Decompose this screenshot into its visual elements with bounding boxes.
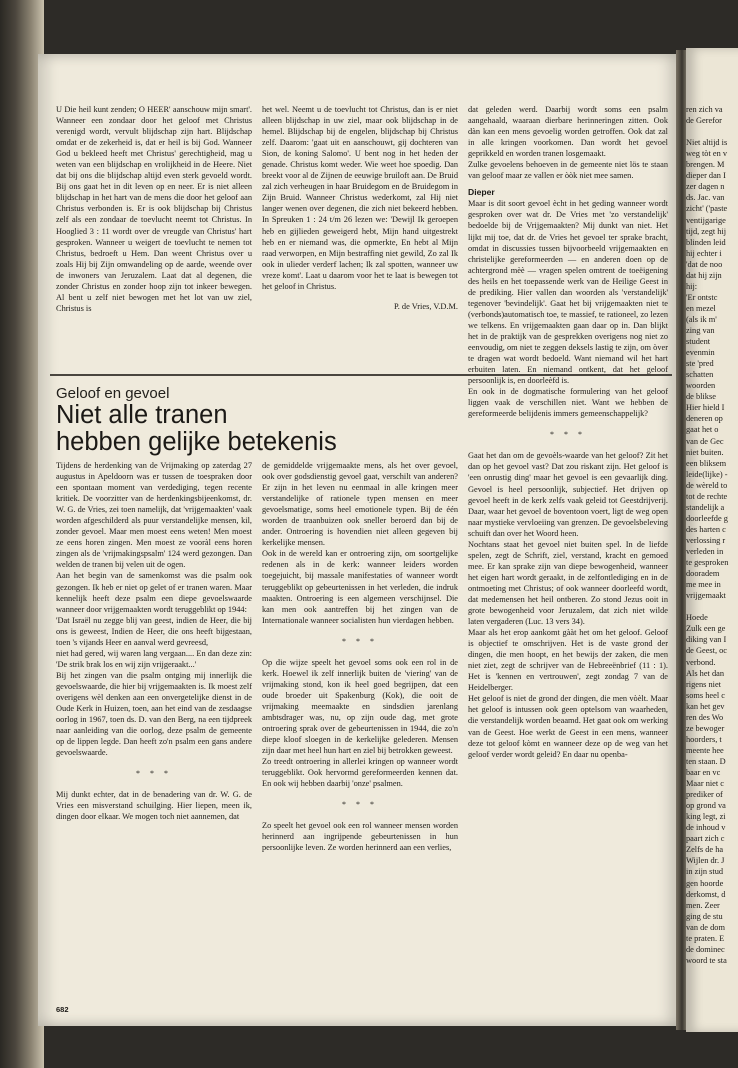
next-page-line: hij: — [686, 281, 698, 291]
article-column-2 — [262, 460, 458, 854]
section-divider: * * * — [550, 430, 586, 440]
next-page-line: ste 'pred — [686, 359, 714, 369]
paragraph: U Die heil kunt zenden; O HEER' aanschouw mijn smart'. Wanneer een zondaar door het geloof met Christus verenigd wordt, vervult blijdschap zijn hart. Blijdschap omdat er de zekerheid is, dat er heil is bij God. Wanneer God u bekleed heeft met Christus' gerechtigheid, mag u weten van een blijdschap en vrolijkheid in de Heere. Niet dat bij ons die blijdschap altijd even sterk gevoeld wordt. Bij ons gaat het in dit leven op en neer. Er is niet alleen blijdschap in het hart van de mens die door het geloof aan Christus verbonden is. Er is ook blijdschap bij Christus zelf als een zondaar de toevlucht neemt tot Christus. In Hooglied 3 : 11 wordt over de vreugde van Christus' hart gesproken. Wanneer u weigert de toevlucht te nemen tot Christus, bedroeft u Hem. Dan weent Christus over u zoals Hij bij Zijn omwandeling op de aarde, weende over de inwoners van Jeruzalem. Laat dat al degenen, die zonder Christus en zonder hoop zijn tot inkeer bewegen. Al bent u zelf niet bewogen met het lot van uw ziel, Christus is — [56, 105, 252, 313]
paragraph: Mij dunkt echter, dat in de benadering van dr. W. G. de Vries een misverstand schuilging. Hier liepen, meen ik, dingen door elkaar. We mogen toch niet aannemen, dat — [56, 790, 252, 822]
paragraph: dat geleden werd. Daarbij wordt soms een psalm aangehaald, waaraan dierbare herinneringen zitten. Ook dàn kan een mens gevoelig worden getroffen. Ook dat zal in alle kringen voorkomen. Dan wordt het gevoel geprikkeld en worden tranen losgemaakt. — [468, 105, 668, 159]
next-page-line: zicht' ('paste — [686, 204, 728, 214]
next-page-line: ds. Jac. van — [686, 193, 725, 203]
next-page-line: doorleefde g — [686, 513, 728, 523]
paragraph: Zo treedt ontroering in allerlei kringen op wanneer wordt teruggeblikt. Ook hervormd gereformeerden kennen dat. En ook wij hebben daarbij 'onze' psalmen. — [262, 757, 458, 789]
next-page-line: tijd, zegt hij — [686, 226, 727, 236]
next-page-line: deneren op — [686, 414, 723, 424]
paragraph: Op die wijze speelt het gevoel soms ook een rol in de kerk. Hoewel ik zelf innerlijk buiten de 'viering' van de vrijmaking stond, kon ik heel goed begrijpen, dat een oude broeder uit Spakenburg (Kok), die ooit de vrijmaking meemaakte en sindsdien jarenlang ambtsdrager was, nu, op zijn oude dag, met grote ontroering sprak over de gebeurtenissen in 1944, die zo'n diepe kloof sloegen in de kerkelijke gelederen. Mensen zijn daar met heel hun hart en ziel bij betrokken geweest. — [262, 657, 458, 756]
next-page-line: des harten c — [686, 524, 726, 534]
next-page-line: me mee in — [686, 580, 721, 590]
next-page-line: en mezel — [686, 303, 716, 313]
next-page-line: zing van — [686, 326, 715, 335]
next-page-line: paart zich c — [686, 834, 725, 844]
next-page-line: meente hee — [686, 745, 724, 755]
next-page-line: in zijn stud — [686, 867, 724, 877]
paragraph: Zo speelt het gevoel ook een rol wanneer mensen worden herinnerd aan ingrijpende gebeurtenissen in hun persoonlijke leven. Ze worden herinnerd aan een verlies, — [262, 821, 458, 853]
paragraph: Ook in de wereld kan er ontroering zijn, om soortgelijke redenen als in de kerk: wanneer leiders worden toegejuicht, bij massale manifestaties of wanneer wordt teruggeblikt op gebeurtenissen in het verleden, die indruk maakten. Ontroering is een algemeen verschijnsel. Die kan men ook aantreffen bij het zingen van de Internationale wanneer socialisten hun vierdagen hebben. — [262, 549, 458, 625]
paragraph: Tijdens de herdenking van de Vrijmaking op zaterdag 27 augustus in Apeldoorn was er tussen de toespraken door een spontaan moment van verdediging, tegen recente kritiek. De voorzitter van de herdenkingsbijeenkomst, dr. W. G. de Vries, zei toen namelijk, dat 'vrijgemaakten' vaak worden afgeschilderd als puur verstandelijke mensen, kil, zonder gevoel. Maar men moest eens weten! Men moest ze eens horen zingen. Men moest ze vooràl eens horen zingen als de 'vrijmakingspsalm' 124 werd gezongen. Dan welden de tranen bij velen uit de ogen. — [56, 461, 252, 570]
next-page-fragment — [686, 48, 738, 1032]
paragraph: Bij het zingen van die psalm ontging mij innerlijk die gevoelswaarde, die hier bij vrijgemaakten is. Ik moest zelf overigens wèl denken aan een onvergetelijke dienst in de Oude Kerk in Huizen, toen, aan het eind van de zesdaagse oorlog in 1967, toen ds. D. van den Berg, na een tijdpreek naar aanleiding van die oorlog, deze psalm de gemeente op de lippen legde. Dan heeft zo'n psalm een gans andere gevoelswaarde. — [56, 670, 252, 758]
next-page-line: dooradem — [686, 569, 720, 579]
article-divider-rule — [50, 374, 672, 376]
next-page-line: de wèreld to — [686, 480, 728, 490]
paragraph: de gemiddelde vrijgemaakte mens, als het over gevoel, ook over godsdienstig gevoel gaat, verschilt van anderen? Er zijn in het leven nu eenmaal in alle kringen meer verstandelijke of rationele typen mensen en meer gevoelsmatige, soms heel emotionele typen. Bij de één worden de traanbuizen ook sneller beroerd dan bij de ander. Ontroering is hovendien niet alleen gegeven bij kerkelijke mensen. — [262, 461, 458, 548]
next-page-line: ventijgarige — [686, 215, 726, 225]
top-article-column-2 — [262, 104, 458, 312]
next-page-line: 'Er ontstc — [686, 292, 718, 302]
next-page-line: brengen. M — [686, 160, 725, 170]
psalm-verse: 'Dat Israël nu zegge blij van geest, indien de Heer, die bij ons is geweest, Indien de Heer, die ons heeft bijgestaan, toen 's vijands Heer en aanval werd gevreesd, — [56, 615, 252, 647]
next-page-line: Hoede — [686, 613, 708, 623]
next-page-line: gaat het o — [686, 425, 719, 435]
next-page-line: weg tòt en v — [686, 149, 728, 159]
subheading: Dieper — [468, 187, 495, 198]
next-page-line: hij echter i — [686, 248, 722, 258]
paragraph: Zulke gevoelens behoeven in de gemeente niet lös te staan van geloof maar ze vallen er òòk niet mee samen. — [468, 160, 668, 181]
next-page-line: king legt, zi — [686, 812, 726, 822]
next-page-line: Hier hield I — [686, 403, 725, 413]
next-page-line: de dominec — [686, 944, 725, 954]
next-page-line: Als het dan — [686, 668, 725, 678]
next-page-line: standelijk a — [686, 502, 725, 512]
next-page-line: de blikse — [686, 392, 716, 402]
next-page-line: men. Zeer — [686, 900, 720, 910]
next-page-line: dieper dan I — [686, 171, 726, 181]
next-page-line: leide(lijke) - — [686, 469, 728, 479]
next-page-line: Niet altijd is — [686, 138, 728, 148]
top-article-column-1 — [56, 104, 252, 314]
next-page-line: gen hoorde — [686, 878, 724, 888]
article-headline — [56, 402, 476, 456]
next-page-line: van de dom — [686, 922, 725, 932]
next-page-line: ze bewoger — [686, 723, 725, 733]
next-page-line: Wijlen dr. J — [686, 856, 725, 866]
paragraph: Nochtans staat het gevoel niet buiten spel. In de liefde spelen, zegt de Schrift, ziel, verstand, kracht en gemoed mee. Er kan sprake zijn van diepe bewogenheid, wanneer het eigen hart wordt geraakt, in de zelfontlediging en in de ontmoeting met Christus; of ook wanneer doorleefd wordt, dat medemensen het heil ontberen. Zo stond Jezus ooit in grote bewogenheid voor Jeruzalem, dat zich niet wilde laten vergaderen (Luc. 13 vers 34). — [468, 539, 668, 627]
next-page-line: de Geest, oc — [686, 646, 728, 656]
next-page-line: derkomst, d — [686, 889, 726, 899]
next-page-line: Zelfs de ha — [686, 845, 724, 855]
headline-line-1: Niet alle tranen — [56, 401, 228, 429]
section-divider: * * * — [342, 636, 378, 646]
next-page-line: van de Gec — [686, 436, 724, 446]
paragraph: Het geloof is niet de grond der dingen, die men vòèlt. Maar het geloof is intussen ook geen optelsom van waarheden, die verstandelijk worden beaamd. Het gaat ook om werking van de Geest. Hoe werkt de Geest in een mens, wanneer deze tot geloof kòmt en wanneer deze op de weg van het geloof verder wordt geleid? En daar nu openba- — [468, 694, 668, 759]
next-page-line: hoorders, t — [686, 734, 722, 744]
next-page-line: woorden — [686, 381, 716, 391]
next-page-line: verlossing r — [686, 535, 726, 545]
next-page-line: ten staan. D — [686, 756, 726, 766]
author-signature: P. de Vries, V.D.M. — [394, 301, 458, 311]
next-page-line: ren des Wo — [686, 712, 724, 722]
next-page-line: te praten. E — [686, 933, 725, 943]
paragraph: Maar is dit soort gevoel ècht in het geding wanneer wordt gesproken over wat dr. De Vries met 'zo verstandelijk' bedoelde bij de Vrijgemaakten? Mij dunkt van niet. Het lijkt mij toe, dat dr. de Vries het gevoel ter sprake bracht, omdat in discussies tussen bijvoorbeeld vrijgemaakten en christelijke gereformeerden — en anderen doen op de achtergrond mèè — vragen spelen omtrent de toeëigening des heils en het toepassende werk van de Heilige Geest in de prediking. Hier vallen dan woorden als 'verstandelijk' tegenover 'bevindelijk'. Gaat het bij vrijgemaakten niet te (verbonds)automatisch toe, te massief, te rationeel, zo lezen we telkens. En vrijgemaakten gaan daar op in. Dan blijkt het in de praktijk van de gesprekken overigens nog niet zo eenvoudig, om niet te zeggen deksels lastig te zijn, om òver te dragen wat wordt bedoeld. Want niemand wil het hart erbuiten laten. En niemand ontkent, dat het geloof persoonlijk is, en doorleèfd is. — [468, 199, 668, 386]
page-number: 682 — [56, 1005, 69, 1014]
paragraph: het wel. Neemt u de toevlucht tot Christus, dan is er niet alleen blijdschap in uw ziel, maar ook blijdschap in de hemel. Blijdschap bij de engelen, blijdschap bij Christus zelf. Daarom: 'gaat uit en aanschouwt, gij dochteren van Sion, de koning Salomo'. U bent nog in het heden der genade. Christus komt weder. Wie weet hoe spoedig. Dan breekt voor al de Zijnen de eeuwige bruiloft aan. De Bruid zal zich verheugen in haar Bruidegom en de Bruidegom in Zijn Bruid. Wanneer Christus wederkomt, zal Hij niet langer wenen over degenen, die zich niet bekeerd hebben. In Spreuken 1 : 24 t/m 26 lezen we: 'Dewijl Ik geroepen heb en gijlieden geweigerd hebt, Mijn hand uitgestrekt heb en er niemand was, die opmerkte, En hebt al Mijn raad verworpen, en Mijn bestraffing niet gewild, Zo zal Ik ook in ulieder verderf lachen; Ik zal spotten, wanneer uw vreze komt'. Laat u daarom voor het te laat is bewegen tot het geloof in Christus. — [262, 105, 458, 291]
next-page-line: diking van I — [686, 635, 727, 645]
psalm-verse: niet had gered, wij waren lang vergaan.... En dan deze zin: 'De strik brak los en wij zijn vrijgeraakt...' — [56, 648, 252, 669]
next-page-line: soms heel c — [686, 690, 725, 700]
next-page-line: vrijgemaakt — [686, 591, 726, 601]
article-column-3 — [468, 104, 668, 760]
next-page-line: verleden in — [686, 547, 724, 556]
next-page-line: Maar niet c — [686, 779, 724, 789]
next-page-line: tot de rechte — [686, 491, 728, 501]
next-page-line: Zulk een ge — [686, 624, 726, 634]
article-column-1 — [56, 460, 252, 822]
paragraph: En ook in de dogmatische formulering van het geloof liggen vaak de verschillen niet. Want we hebben de gereformeerde belijdenis immers gemeenschappelijk? — [468, 387, 668, 419]
next-page-line: zer dagen n — [686, 182, 725, 192]
next-page-line: de inhoud v — [686, 823, 726, 833]
next-page-line: ging de stu — [686, 911, 723, 921]
next-page-line: evenmin — [686, 348, 715, 358]
next-page-line: te gesproken — [686, 558, 729, 568]
next-page-line: baar en vc — [686, 768, 721, 777]
paragraph: Maar als het erop aankomt gààt het om het geloof. Geloof is objectief te omschrijven. Het is de vaste grond der dingen, die men hoopt, en het bewijs der zaken, die men niet ziet, zegt de schrijver van de Hebreeënbrief (11 : 1). Het is 'kennen en vertrouwen', zegt zondag 7 van de Heidelberger. — [468, 628, 668, 693]
paragraph: Aan het begin van de samenkomst was die psalm ook gezongen. Ik heb er niet op gelet of er tranen waren. Maar kennelijk heeft deze psalm een diepe gevoelswaarde wanneer door vrijgemaakten wordt teruggeblikt op 1944: — [56, 571, 252, 614]
next-page-line: schatten — [686, 370, 714, 380]
next-page-line: niet buiten. — [686, 447, 724, 457]
next-page-line: student — [686, 337, 711, 347]
next-page-line: een bliksem — [686, 458, 727, 468]
next-page-line: op grond va — [686, 801, 726, 811]
next-page-line: kan het gev — [686, 701, 725, 711]
next-page-line: 'dat de noo — [686, 259, 723, 269]
next-page-line: (als ik m' — [686, 314, 717, 324]
next-page-line: prediker of — [686, 790, 723, 800]
article-kicker: Geloof en gevoel — [56, 385, 170, 402]
next-page-line: blinden leid — [686, 237, 726, 247]
next-page-line: verbond. — [686, 657, 716, 667]
next-page-line: dat hij zijn — [686, 270, 722, 280]
paragraph: Gaat het dan om de gevoèls-waarde van het geloof? Zit het dan op het gevoel vast? Dat zou riskant zijn. Het geloof is 'een onrustig ding' maar het gevoel is een gevaarlijk ding. Gevoel is heel persoonlijk, subjectief. Het drijven op gevoel heeft in de kerk zelfs vaak geleid tot Geestdrijverij. Daar, waar het gevoel de boventoon voert, ligt de weg open naar mystieke vervloeiing van grenzen. De gevoelsbeleving schuift dan over het Woord heen. — [468, 451, 668, 538]
headline-line-2: hebben gelijke betekenis — [56, 428, 337, 456]
section-divider: * * * — [136, 769, 172, 779]
next-page-line: ren zich va — [686, 105, 723, 114]
section-divider: * * * — [342, 800, 378, 810]
next-page-line: woord te sta — [686, 955, 727, 965]
next-page-line: rigens niet — [686, 679, 721, 689]
next-page-line: de Gerefor — [686, 116, 722, 126]
